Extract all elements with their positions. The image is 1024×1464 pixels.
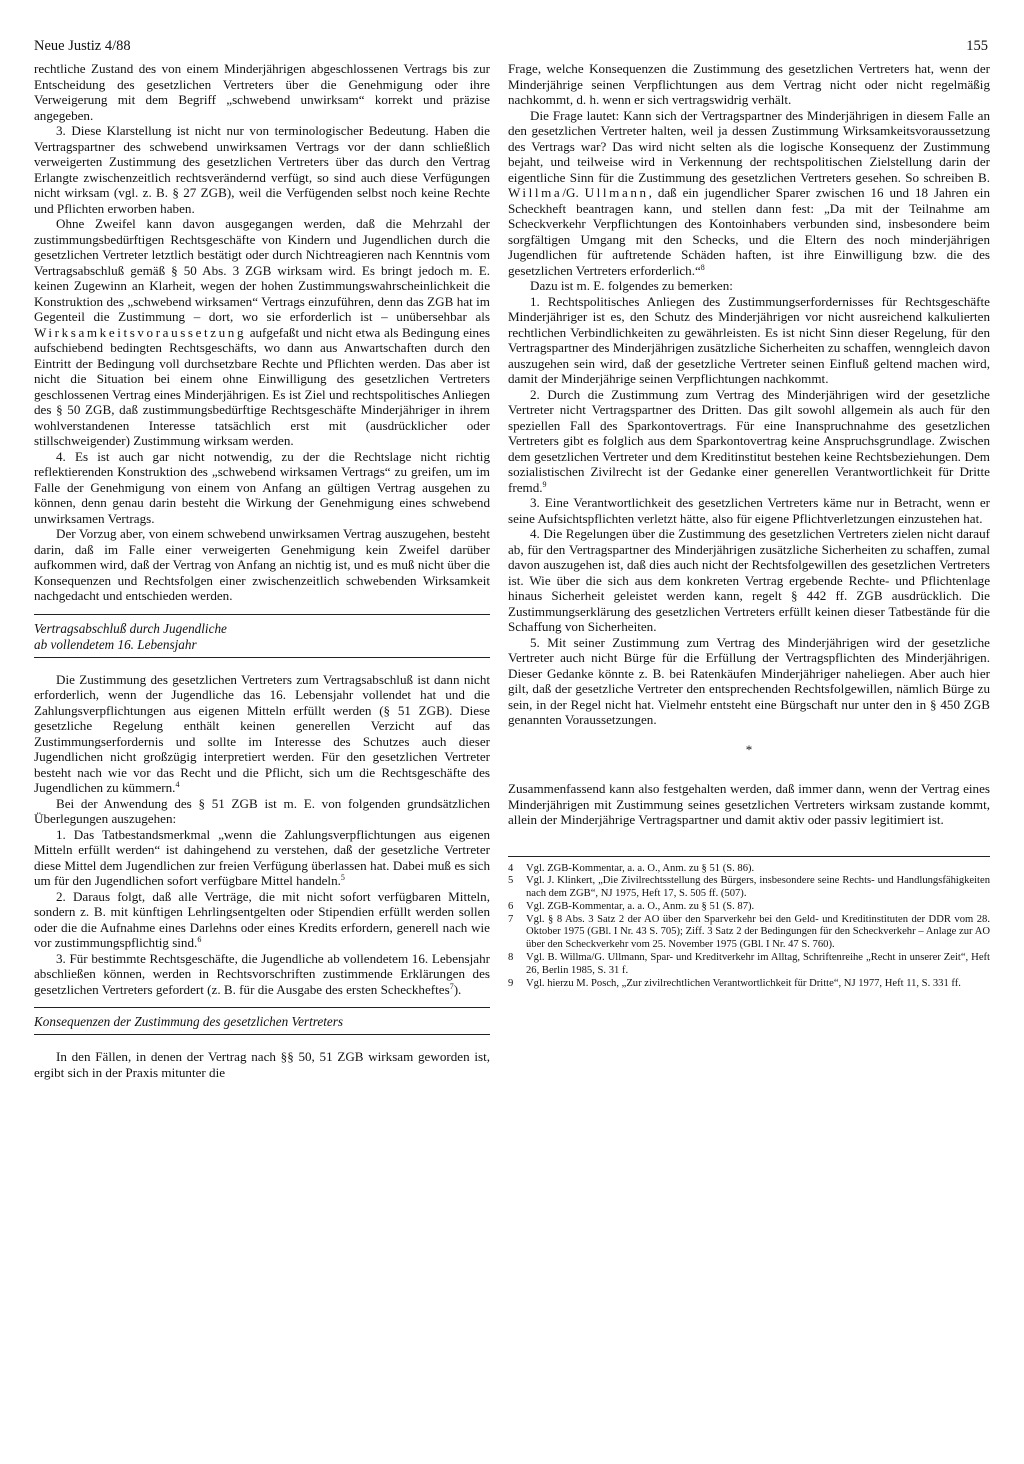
footnote-number: 7 — [508, 913, 514, 925]
paragraph-text: Die Zustimmung des gesetzlichen Vertreters zum Vertragsabschluß ist dann nicht erforderlich, wenn der Jugendliche das 16. Lebensjahr vollendet hat und die Zahlungsverpflichtungen aus eigenen Mitteln erfüllt werden (§ 51 ZGB). Diese gesetzliche Regelung enthält keinen generellen Verzicht auf das Zustimmungserfordernis und sollte im Interesse des Schutzes auch dieser Jugendlichen nicht großzügig interpretiert werden. Für den gesetzlichen Vertreter besteht nach wie vor das Recht und die Pflicht, sich um die Rechtsgeschäfte des Jugendlichen zu kümmern. — [34, 671, 490, 795]
footnote-ref: 4 — [175, 780, 180, 789]
footnote — [508, 875, 990, 901]
paragraph: Dazu ist m. E. folgendes zu bemerken: — [530, 278, 733, 293]
paragraph — [508, 108, 990, 279]
section-heading — [34, 1007, 490, 1035]
summary-paragraph: Zusammenfassend kann also festgehalten werden, daß immer dann, wenn der Vertrag eines Minderjährigen mit Zustimmung seines gesetzlichen Vertreters wirksam zustande kommt, allein der Minderjährige Vertragspartner und damit aktiv oder passiv legitimiert ist. — [508, 781, 990, 827]
paragraph: 3. Diese Klarstellung ist nicht nur von terminologischer Bedeutung. Haben die Vertragspartner des schwebend unwirksamen Vertrags vor der dann schließlich verweigerten Zustimmung des gesetzlichen Vertreters über das durch den Vertrag Erlangte zwischenzeitlich rechtsverändernd verfügt, so sind auch diese Verfügungen nicht wirksam (vgl. z. B. § 27 ZGB), weil die Verfügenden selbst noch keine Rechte und Pflichten erworben haben. — [34, 123, 490, 216]
paragraph-text: aufgefaßt und nicht etwa als Bedingung eines aufschiebend bedingten Rechtsgeschäfts, wo dann aus Anwartschaften durch den Eintritt der Bedingung voll durchsetzbare Rechte und Pflichten werden. Das aber ist nicht die Situation bei einem ohne Einwilligung des gesetzlichen Vertreters geschlossenen Vertrag eines Minderjährigen. Es ist Ziel und rechtspolitisches Anliegen des § 50 ZGB, daß zustimmungsbedürftige Rechtsgeschäfte Minderjähriger in ihrem wohlverstandenen Interesse tatsächlich erst mit (ausdrücklicher oder stillschweigender) Zustimmung wirksam werden. — [34, 324, 490, 448]
paragraph — [508, 387, 990, 496]
paragraph-text: Ohne Zweifel kann davon ausgegangen werden, daß die Mehrzahl der zustimmungsbedürftigen Rechtsgeschäfte von Kindern und Jugendlichen durch die gesetzlichen Vertreter letztlich bestätigt oder durch Nichtreagieren nach Kenntnis vom Vertragsabschluß gemäß § 50 Abs. 3 ZGB wirksam wird. Es bringt jedoch m. E. keinen Zugewinn an Klarheit, wegen der hohen Zustimmungswahrscheinlichkeit die Konstruktion des „schwebend wirksamen“ Vertrags einzuführen, denn das ZGB hat im Gegenteil die Zustimmung – dort, wo sie erforderlich ist – unübersehbar als — [34, 216, 490, 324]
paragraph — [34, 672, 490, 796]
paragraph-text: 1. Das Tatbestandsmerkmal „wenn die Zahlungsverpflichtungen aus eigenen Mitteln erfüllt werden“ ist dahingehend zu verstehen, daß der gesetzliche Vertreter diese Mittel dem Jugendlichen zur freien Verfügung überlassen hat. Dabei muß es sich um für den Jugendlichen sofort verfügbare Mittel handeln. — [34, 826, 490, 888]
footnote-ref: 9 — [542, 479, 547, 489]
left-column — [34, 61, 490, 1080]
footnote — [508, 952, 990, 978]
footnote-text: Vgl. hierzu M. Posch, „Zur zivilrechtlichen Verantwortlichkeit für Dritte“, NJ 1977, Heft 11, S. 331 ff. — [526, 977, 961, 989]
footnote-ref: 8 — [700, 262, 705, 272]
paragraph: Der Vorzug aber, von einem schwebend unwirksamen Vertrag auszugehen, besteht darin, daß im Falle einer verweigerten Genehmigung kein Zweifel darüber aufkommen wird, daß der Vertrag von Anfang an nichtig ist, und es muß nicht über die Konsequenzen und Rechtsfolgen einer zwischenzeitlich schwebenden Wirksamkeit nachgedacht und entschieden werden. — [34, 526, 490, 603]
footnote-text: Vgl. B. Willma/G. Ullmann, Spar- und Kreditverkehr im Alltag, Schriftenreihe „Recht in unserer Zeit“, Heft 26, Berlin 1985, S. 31 f. — [526, 952, 990, 976]
paragraph-text: /G. — [562, 185, 579, 200]
paragraph-text: 2. Durch die Zustimmung zum Vertrag des Minderjährigen wird der gesetzliche Vertreter nicht Vertragspartner des Dritten. Das gilt sowohl allgemein als auch für den speziellen Fall des Sparkontovertrags. Für eine Inanspruchnahme des gesetzlichen Vertreters gibt es folglich aus dem Sparkontovertrag keine Anspruchsgrundlage. Zwischen dem gesetzlichen Vertreter und dem Kreditinstitut bestehen keine Rechtsbeziehungen. Dem sozialistischen Zivilrecht ist der Gedanke einer generellen Verantwortlichkeit für Dritte fremd. — [508, 386, 990, 495]
footnote — [508, 863, 990, 876]
paragraph: Bei der Anwendung des § 51 ZGB ist m. E. von folgenden grundsätzlichen Überlegungen auszugehen: — [34, 795, 490, 826]
paragraph: 5. Mit seiner Zustimmung zum Vertrag des Minderjährigen wird der gesetzliche Vertreter auch nicht Bürge für die Erfüllung der Vertragspflichten des Minderjährigen. Dieser Gedanke könnte z. B. bei Ratenkäufen Minderjähriger naheliegen. Aber auch hier gilt, daß der gesetzliche Vertreter den entsprechenden Rechtsfolgewillen, nämlich Bürge zu sein, in der Regel nicht hat. Vielmehr entsteht eine Bürgschaft nur unter den in § 450 ZGB genannten Voraussetzungen. — [508, 634, 990, 727]
paragraph: 1. Rechtspolitisches Anliegen des Zustimmungserfordernisses für Rechtsgeschäfte Minderjähriger ist es, den Schutz des Minderjährigen vor nicht ausreichend kalkulierten rechtlichen Verbindlichkeiten zu gewährleisten. Es ist nicht Sinn dieser Regelung, für den Vertragspartner des Minderjährigen zusätzliche Sicherheiten zu schaffen, wenngleich davon auszugehen sein wird, daß der gesetzliche Vertreter seinen Einfluß geltend machen wird, damit der Minderjährige seinen Verpflichtungen nachkommt. — [508, 293, 990, 386]
footnote — [508, 978, 990, 991]
footnote-number: 9 — [508, 977, 514, 989]
author-name: Ullmann — [584, 185, 649, 200]
footnote-text: Vgl. ZGB-Kommentar, a. a. O., Anm. zu § 51 (S. 86). — [526, 862, 755, 874]
page-number: 155 — [966, 38, 988, 54]
footnote-text: Vgl. § 8 Abs. 3 Satz 2 der AO über den Sparverkehr bei den Geld- und Kreditinstituten der DDR vom 28. Oktober 1975 (GBl. I Nr. 43 S. 705); Ziff. 3 Satz 2 der Bedingungen für den Scheckverkehr – Anlage zur AO über den Scheckverkehr vom 25. November 1975 (GBl. I Nr. 47 S. 760). — [526, 913, 990, 951]
paragraph-text: , daß ein jugendlicher Sparer zwischen 16 und 18 Jahren ein Scheckheft beantragen kann, und stellen dann fest: „Da mit der Teilnahme am Scheckverkehr Verpflichtungen des Kontoinhabers verbunden sind, insbesondere beim sorgfältigen Umgang mit den Schecks, und die Eltern des noch minderjährigen Jugendlichen für auftretende Schäden haften, ist ihre Einwilligung bzw. die des gesetzlichen Vertreters erforderlich.“ — [508, 185, 990, 278]
section-separator: * — [745, 741, 753, 757]
paragraph: Frage, welche Konsequenzen die Zustimmung des gesetzlichen Vertreters hat, wenn der Minderjährige seinen Verpflichtungen aus dem Vertrag nicht oder nicht regelmäßig nachkommt, d. h. wenn er sich vertragswidrig verhält. — [508, 61, 990, 107]
paragraph — [34, 951, 490, 998]
footnote — [508, 914, 990, 952]
paragraph-text: 3. Für bestimmte Rechtsgeschäfte, die Jugendliche ab vollendetem 16. Lebensjahr abschließen können, werden in Rechtsvorschriften zustimmende Erklärungen des gesetzlichen Vertreters gefordert (z. B. für die Ausgabe des ersten Scheckheftes — [34, 950, 490, 997]
paragraph — [34, 827, 490, 889]
paragraph: 4. Die Regelungen über die Zustimmung des gesetzlichen Vertreters zielen nicht darauf ab, für den Vertragspartner des Minderjährigen zusätzliche Sicherheiten zu schaffen, zumal davon auszugehen ist, daß dies auch nicht der Rechtsfolgewillen des gesetzlichen Vertreters ist. Wie über die sich aus dem konkreten Vertrag ergebende Rechte- und Pflichtenlage hinaus Sicherheit geleistet werden kann, regelt § 442 ff. ZGB ausdrücklich. Die Zustimmungserklärung des gesetzlichen Vertreters erfüllt keinen dieser Tatbestände für die Schaffung von Sicherheiten. — [508, 526, 990, 634]
footnote-ref: 7 — [449, 981, 454, 991]
section-heading-line: Konsequenzen der Zustimmung des gesetzlichen Vertreters — [34, 1014, 344, 1029]
paragraph — [34, 216, 490, 449]
paragraph: rechtliche Zustand des von einem Minderjährigen abgeschlossenen Vertrags bis zur Entscheidung des gesetzlichen Vertreters über die Genehmigung oder ihre Verweigerung mit dem Begriff „schwebend unwirksam“ korrekt und präzise angegeben. — [34, 61, 490, 123]
author-name: Willma — [508, 185, 563, 200]
footnote-ref: 6 — [197, 935, 202, 944]
section-heading — [34, 614, 490, 658]
paragraph-text: Die Frage lautet: Kann sich der Vertragspartner des Minderjährigen in diesem Falle an den gesetzlichen Vertreter halten, weil ja dessen Zustimmung Wirksamkeitsvoraussetzung des Vertrags war? Das wird nicht selten als die logische Konsequenz der Zustimmung bejaht, und teilweise wird in Verkennung der rechtspolitischen Zielstellung darin der eigentliche Sinn für die Zustimmung des gesetzlichen Vertreters gesehen. So schreiben B. — [508, 107, 990, 185]
footnote-number: 5 — [508, 875, 514, 887]
paragraph — [34, 889, 490, 951]
paragraph-text: 2. Daraus folgt, daß alle Verträge, die mit nicht sofort verfügbaren Mitteln, sondern z. B. mit künftigen Lehrlingsentgelten oder Stipendien erfüllt werden sollen oder die die Aufnahme eines Darlehns oder eines Kredits erfordern, generell nach wie vor zustimmungspflichtig sind. — [34, 888, 490, 950]
running-header — [34, 38, 988, 58]
section-heading-line: ab vollendetem 16. Lebensjahr — [34, 636, 197, 652]
section-heading-line: Vertragsabschluß durch Jugendliche — [34, 620, 227, 636]
right-column — [508, 61, 990, 990]
footnote — [508, 901, 990, 914]
footnote-text: Vgl. ZGB-Kommentar, a. a. O., Anm. zu § 51 (S. 87). — [526, 900, 755, 912]
footnote-text: Vgl. J. Klinkert, „Die Zivilrechtsstellung des Bürgers, insbesondere seine Rechts- und Handlungsfähigkeiten nach dem ZGB“, NJ 1975, Heft 17, S. 505 ff. (507). — [526, 875, 990, 900]
footnote-ref: 5 — [340, 873, 345, 882]
footnote-number: 4 — [508, 862, 514, 874]
journal-title: Neue Justiz 4/88 — [34, 38, 131, 54]
spaced-term: Wirksamkeitsvoraussetzung — [34, 324, 247, 340]
footnotes — [508, 856, 990, 991]
footnote-number: 6 — [508, 900, 514, 912]
paragraph: 3. Eine Verantwortlichkeit des gesetzlichen Vertreters käme nur in Betracht, wenn er seine Aufsichtspflichten verletzt hätte, also für eigene Pflichtverletzungen einzustehen hat. — [508, 495, 990, 526]
footnote-number: 8 — [508, 952, 514, 964]
paragraph-text: ). — [453, 981, 462, 997]
paragraph: In den Fällen, in denen der Vertrag nach §§ 50, 51 ZGB wirksam geworden ist, ergibt sich in der Praxis mitunter die — [34, 1049, 490, 1080]
paragraph: 4. Es ist auch gar nicht notwendig, zu der die Rechtslage nicht richtig reflektierenden Konstruktion des „schwebend wirksamen Vertrags“ zu greifen, um im Falle der Genehmigung von einem von Anfang an gültigen Vertrag ausgehen zu können, denn genau darin besteht die Wirkung der Genehmigung eines schwebend unwirksamen Vertrags. — [34, 448, 490, 526]
